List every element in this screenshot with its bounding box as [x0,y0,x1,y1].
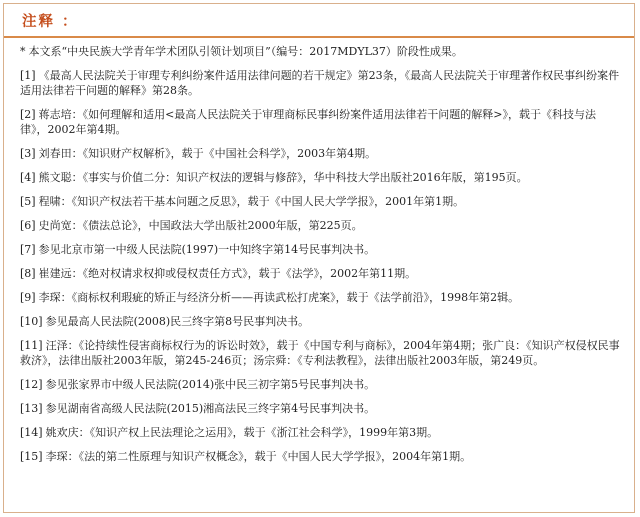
note-item [20,338,622,368]
note-number: [8] [20,267,36,280]
note-text: 汪泽：《论持续性侵害商标权行为的诉讼时效》，载于《中国专利与商标》，2004年第4期；张广良：《知识产权侵权民事救济》，法律出版社2003年版，第245-246页；汤宗舜：《专利法教程》，法律出版社2003年版，第249页。 [20,339,620,367]
note-text: 参见最高人民法院(2008)民三终字第8号民事判决书。 [45,315,310,328]
note-item [20,449,622,464]
note-item [20,314,622,329]
note-text: 蒋志培：《如何理解和适用<最高人民法院关于审理商标民事纠纷案件适用法律若干问题的解释>》，载于《科技与法律》，2002年第4期。 [20,108,597,136]
note-number: [6] [20,219,36,232]
note-text: 李琛：《商标权利瑕疵的矫正与经济分析——再读武松打虎案》，载于《法学前沿》，1998年第2辑。 [38,291,520,304]
note-text: 李琛：《法的第二性原理与知识产权概念》，载于《中国人民大学学报》，2004年第1期。 [45,450,472,463]
note-text: 参见湖南省高级人民法院(2015)湘高法民三终字第4号民事判决书。 [45,402,376,415]
title-bar [4,4,634,38]
note-text: 参见北京市第一中级人民法院(1997)一中知终字第14号民事判决书。 [38,243,376,256]
note-item [20,290,622,305]
note-item [20,401,622,416]
note-text: 参见张家界市中级人民法院(2014)张中民三初字第5号民事判决书。 [45,378,376,391]
note-item [20,377,622,392]
note-number: * [20,45,26,58]
note-text: 崔建远：《绝对权请求权抑或侵权责任方式》，载于《法学》，2002年第11期。 [38,267,417,280]
note-item [20,44,622,59]
note-number: [5] [20,195,36,208]
note-text: 刘春田：《知识财产权解析》，载于《中国社会科学》，2003年第4期。 [38,147,377,160]
note-number: [4] [20,171,36,184]
note-number: [3] [20,147,36,160]
note-item [20,194,622,209]
note-item [20,425,622,440]
note-number: [9] [20,291,36,304]
note-item [20,68,622,98]
note-item [20,146,622,161]
note-item [20,242,622,257]
note-text: 程啸：《知识产权法若干基本问题之反思》，载于《中国人民大学学报》，2001年第1期。 [38,195,465,208]
note-number: [7] [20,243,36,256]
note-text: 熊文聪：《事实与价值二分：知识产权法的逻辑与修辞》，华中科技大学出版社2016年版，第195页。 [38,171,528,184]
note-number: [1] [20,69,36,82]
note-number: [13] [20,402,43,415]
note-item [20,218,622,233]
note-number: [10] [20,315,43,328]
note-number: [15] [20,450,43,463]
note-text: 史尚宽：《债法总论》，中国政法大学出版社2000年版，第225页。 [38,219,363,232]
note-number: [2] [20,108,36,121]
note-item [20,266,622,281]
notes-list [20,44,622,473]
note-number: [14] [20,426,43,439]
note-number: [11] [20,339,43,352]
note-text: 本文系“中央民族大学青年学术团队引领计划项目”（编号：2017MDYL37）阶段性成果。 [28,45,463,58]
note-item [20,107,622,137]
note-number: [12] [20,378,43,391]
note-item [20,170,622,185]
notes-panel [3,3,635,513]
section-title: 注释 ： [22,14,79,30]
note-text: 《最高人民法院关于审理专利纠纷案件适用法律问题的若干规定》第23条，《最高人民法院关于审理著作权民事纠纷案件适用法律若干问题的解释》第28条。 [20,69,620,97]
note-text: 姚欢庆：《知识产权上民法理论之运用》，载于《浙江社会科学》，1999年第3期。 [45,426,439,439]
